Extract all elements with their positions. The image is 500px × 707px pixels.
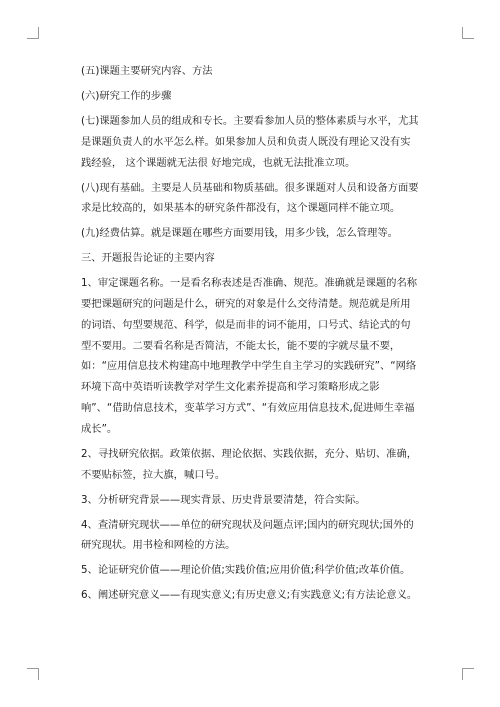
paragraph-research-value: 5、论证研究价值——理论价值;实践价值;应用价值;科学价值;改革价值。	[81, 564, 411, 577]
paragraph-research-steps: (六)研究工作的步骤	[81, 89, 172, 102]
crop-mark-top-left	[27, 27, 39, 39]
paragraph-budget-estimate: (九)经费估算。就是课题在哪些方面要用钱，用多少钱，怎么管理等。	[81, 227, 398, 240]
crop-mark-top-right	[462, 27, 474, 39]
paragraph-research-content: (五)课题主要研究内容、方法	[81, 65, 213, 77]
crop-mark-bottom-right	[462, 668, 474, 680]
paragraph-team-members: (七)课题参加人员的组成和专长。主要看参加人员的整体素质与水平，尤其是课题负责人的水平怎么样。如果参加人员和负责人既没有理论又没有实践经验， 这个课题就无法很 好地完成，也就无法批准立项。	[81, 114, 419, 169]
paragraph-research-status: 4、查清研究现状——单位的研究现状及问题点评;国内的研究现状;国外的研究现状。用书检和网检的方法。	[81, 518, 414, 552]
paragraph-research-basis: 2、寻找研究依据。政策依据、理论依据、实践依据，充分、贴切、准确，不要贴标签，拉大旗，喊口号。	[81, 447, 418, 481]
paragraph-review-title: 1、审定课题名称。一是看名称表述是否准确、规范。准确就是课题的名称要把课题研究的问题是什么，研究的对象是什么交待清楚。规范就是所用的词语、句型要规范、科学，似是而非的词不能用，口号式、结论式的句型不要用。二要看名称是否简洁，不能太长，能不要的字就尽量不要，如：“应用信息技术构建高中地理教学中学生自主学习的实践研究”、“网络环境下高中英语听读教学对学生文化素养提高和学习策略形成之影响”、“借助信息技术，变革学习方式”、“有效应用信息技术,促进师生幸福成长”。	[81, 277, 418, 435]
section-heading-main-content: 三、开题报告论证的主要内容	[81, 252, 215, 265]
paragraph-existing-foundation: (八)现有基础。主要是人员基础和物质基础。很多课题对人员和设备方面要求是比较高的，如果基本的研究条件都没有，这个课题同样不能立项。	[81, 181, 419, 215]
paragraph-research-significance: 6、阐述研究意义——有现实意义;有历史意义;有实践意义;有方法论意义。	[81, 589, 418, 602]
crop-mark-bottom-left	[27, 668, 39, 680]
document-body	[81, 61, 420, 610]
paragraph-research-background: 3、分析研究背景——现实背景、历史背景要清楚，符合实际。	[81, 493, 366, 506]
